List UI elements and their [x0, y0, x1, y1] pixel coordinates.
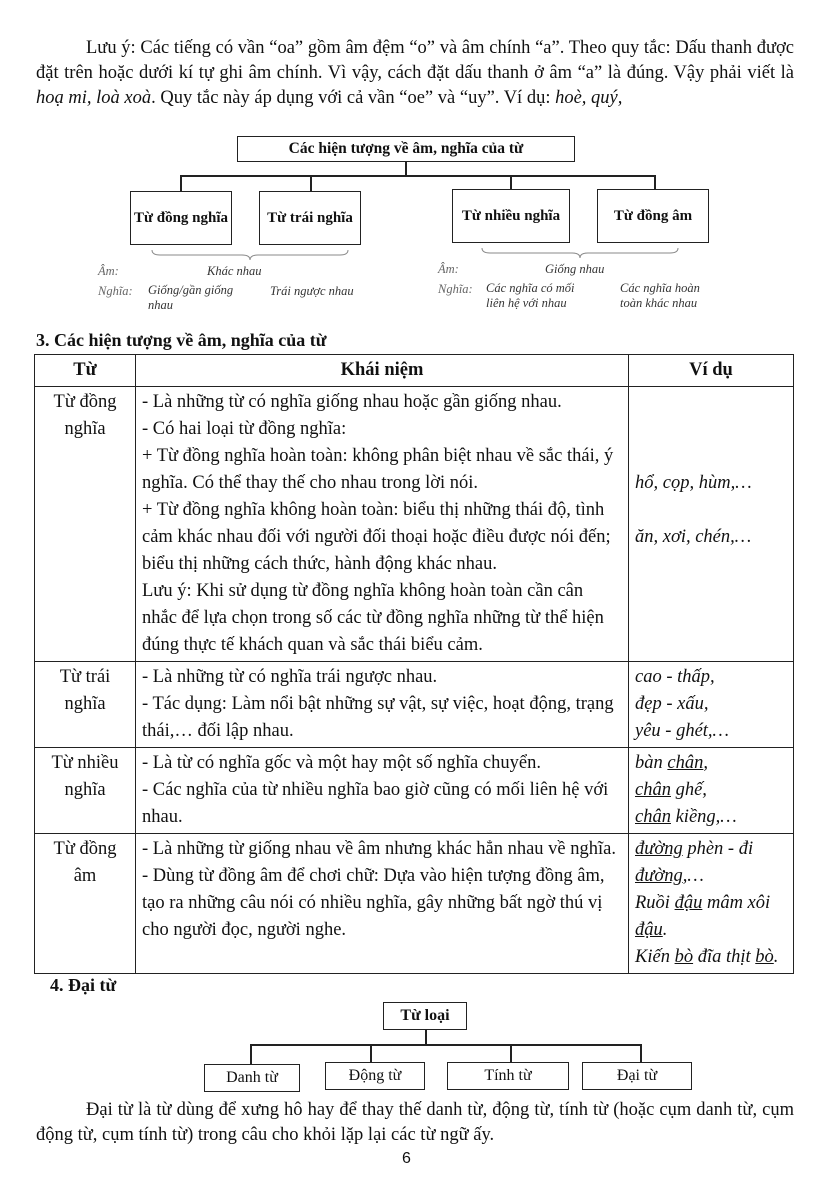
- phenomena-table: [34, 354, 794, 974]
- header-concept: Khái niệm: [136, 355, 629, 387]
- table-row: [35, 748, 794, 834]
- term-cell: Từ đồng âm: [35, 834, 136, 974]
- intro-paragraph: Lưu ý: Các tiếng có vần “oa” gồm âm đệm “o” và âm chính “a”. Theo quy tắc: Dấu thanh được đặt trên hoặc dưới kí tự ghi âm chính. Vì vậy, cách đặt dấu thanh ở âm “a” là đúng. Vậy phải viết là hoạ mi, loà xoà. Quy tắc này áp dụng với cả vần “oe” và “uy”. Ví dụ: hoè, quý,: [36, 38, 794, 108]
- header-term: Từ: [35, 355, 136, 387]
- box-tu-dong-nghia: Từ đồng nghĩa: [130, 191, 232, 245]
- section-3-heading: 3. Các hiện tượng về âm, nghĩa của từ: [36, 330, 327, 350]
- example-cell: hổ, cọp, hùm,… ăn, xơi, chén,…: [629, 387, 794, 662]
- table-row: [35, 387, 794, 662]
- term-cell: Từ đồng nghĩa: [35, 387, 136, 662]
- box-tu-nhieu-nghia: Từ nhiều nghĩa: [452, 189, 570, 243]
- page-number: 6: [402, 1150, 411, 1167]
- term-cell: Từ trái nghĩa: [35, 662, 136, 748]
- box-tu-dong-am: Từ đồng âm: [597, 189, 709, 243]
- section-4-heading: 4. Đại từ: [50, 975, 117, 995]
- desc-cell: - Là từ có nghĩa gốc và một hay một số nghĩa chuyển. - Các nghĩa của từ nhiều nghĩa bao giờ cũng có mối liên hệ với nhau.: [136, 748, 629, 834]
- term-cell: Từ nhiều nghĩa: [35, 748, 136, 834]
- intro-example-1: hoạ mi, loà xoà: [36, 88, 152, 108]
- diagram-title-box: Các hiện tượng về âm, nghĩa của từ: [237, 136, 575, 162]
- example-cell: bàn chân, chân ghế, chân kiềng,…: [629, 748, 794, 834]
- desc-cell: - Là những từ giống nhau về âm nhưng khác hẳn nhau về nghĩa. - Dùng từ đồng âm để chơi chữ: Dựa vào hiện tượng đồng âm, tạo ra những câu nói có nhiều nghĩa, gây những bất ngờ thú vị cho người đọc, người nghe.: [136, 834, 629, 974]
- table-row: [35, 662, 794, 748]
- pronoun-paragraph: Đại từ là từ dùng để xưng hô hay để thay thế danh từ, động từ, tính từ (hoặc cụm danh từ, cụm động từ, cụm tính từ) trong câu cho khỏi lặp lại các từ ngữ ấy.: [36, 1100, 794, 1145]
- box-tu-trai-nghia: Từ trái nghĩa: [259, 191, 361, 245]
- intro-example-2: hoè, quý,: [555, 88, 623, 108]
- box-tinh-tu: Tính từ: [447, 1062, 569, 1090]
- box-danh-tu: Danh từ: [204, 1064, 300, 1092]
- header-example: Ví dụ: [629, 355, 794, 387]
- table-row: [35, 834, 794, 974]
- desc-cell: - Là những từ có nghĩa giống nhau hoặc gần giống nhau. - Có hai loại từ đồng nghĩa: + Từ đồng nghĩa hoàn toàn: không phân biệt nhau về sắc thái, ý nghĩa. Có thể thay thế cho nhau trong lời nói. + Từ đồng nghĩa không hoàn toàn: biểu thị những thái độ, tình cảm khác nhau đối với người đối thoại hoặc điều được nói đến; biểu thị những cách thức, hành động khác nhau. Lưu ý: Khi sử dụng từ đồng nghĩa không hoàn toàn cần cân nhắc để lựa chọn trong số các từ đồng nghĩa những từ thể hiện đúng thực tế khách quan và sắc thái biểu cảm.: [136, 387, 629, 662]
- example-cell: đường phèn - đi đường,… Ruồi đậu mâm xôi đậu. Kiến bò đĩa thịt bò.: [629, 834, 794, 974]
- left-brace: [150, 248, 350, 262]
- table-header-row: [35, 355, 794, 387]
- box-dong-tu: Động từ: [325, 1062, 425, 1090]
- desc-cell: - Là những từ có nghĩa trái ngược nhau. - Tác dụng: Làm nổi bật những sự vật, sự việc, hoạt động, trạng thái,… đối lập nhau.: [136, 662, 629, 748]
- box-dai-tu: Đại từ: [582, 1062, 692, 1090]
- root-box: Từ loại: [383, 1002, 467, 1030]
- right-brace: [480, 246, 680, 260]
- example-cell: cao - thấp, đẹp - xấu, yêu - ghét,…: [629, 662, 794, 748]
